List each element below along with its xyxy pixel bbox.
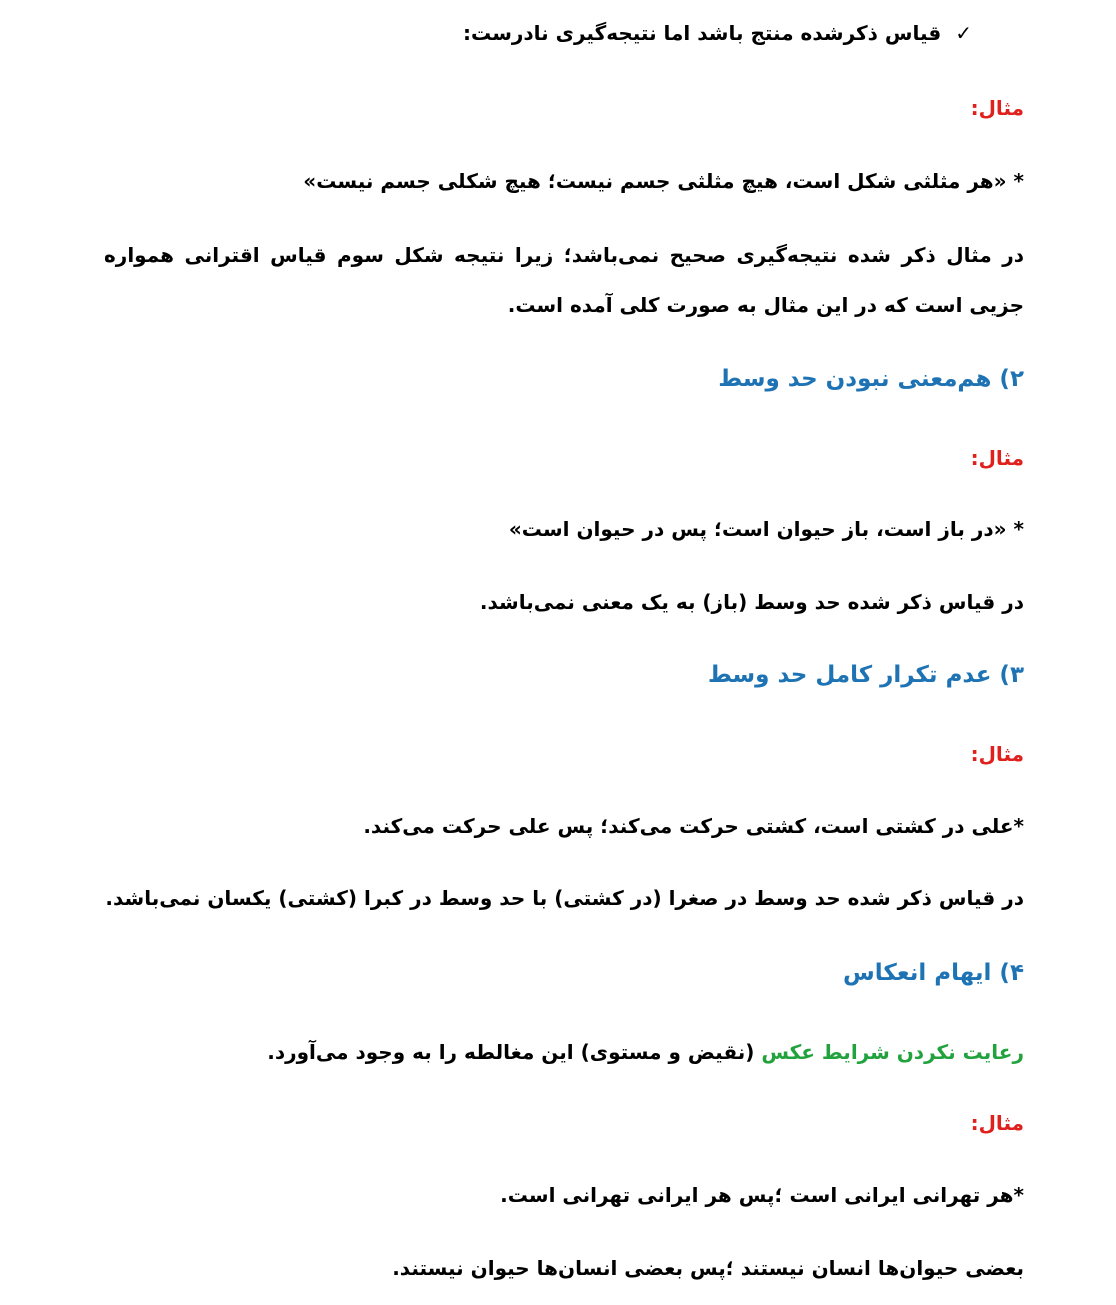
example-sentence: بعضی حیوان‌ها انسان نیستند ؛پس بعضی انسان‌ها حیوان نیستند.: [392, 1256, 1024, 1280]
definition-paragraph: [267, 1037, 1024, 1067]
example-label: مثال:: [970, 1111, 1024, 1135]
definition-text: (نقیض و مستوی) این مغالطه را به وجود می‌آورد.: [267, 1040, 762, 1064]
example-label: مثال:: [970, 96, 1024, 120]
explanation-paragraph: در مثال ذکر شده نتیجه‌گیری صحیح نمی‌باشد؛ زیرا نتیجه شکل سوم قیاس اقترانی همواره جزیی است که در این مثال به صورت کلی آمده است.: [104, 243, 1024, 317]
section-heading-4: ۴) ایهام انعکاس: [842, 960, 1024, 986]
explanation-paragraph: در قیاس ذکر شده حد وسط (باز) به یک معنی نمی‌باشد.: [479, 590, 1024, 614]
explanation-paragraph: در قیاس ذکر شده حد وسط در صغرا (در کشتی) با حد وسط در کبرا (کشتی) یکسان نمی‌باشد.: [105, 886, 1024, 910]
bullet-text: قیاس ذکرشده منتج باشد اما نتیجه‌گیری نادرست:: [463, 21, 942, 45]
example-sentence: *هر تهرانی ایرانی است ؛پس هر ایرانی تهرانی است.: [500, 1183, 1024, 1207]
example-sentence: * «در باز است، باز حیوان است؛ پس در حیوان است»: [508, 517, 1024, 541]
example-sentence: * «هر مثلثی شکل است، هیچ مثلثی جسم نیست؛ هیچ شکلی جسم نیست»: [303, 169, 1024, 193]
example-label: مثال:: [970, 742, 1024, 766]
bullet-item-invalid-conclusion: [463, 18, 972, 48]
section-heading-2: ۲) هم‌معنی نبودن حد وسط: [718, 366, 1024, 392]
section-heading-3: ۳) عدم تکرار کامل حد وسط: [707, 662, 1024, 688]
example-sentence: *علی در کشتی است، کشتی حرکت می‌کند؛ پس علی حرکت می‌کند.: [363, 814, 1024, 838]
example-label: مثال:: [970, 446, 1024, 470]
check-mark-icon: ✓: [955, 21, 972, 45]
highlighted-term: رعایت نکردن شرایط عکس: [761, 1040, 1024, 1064]
